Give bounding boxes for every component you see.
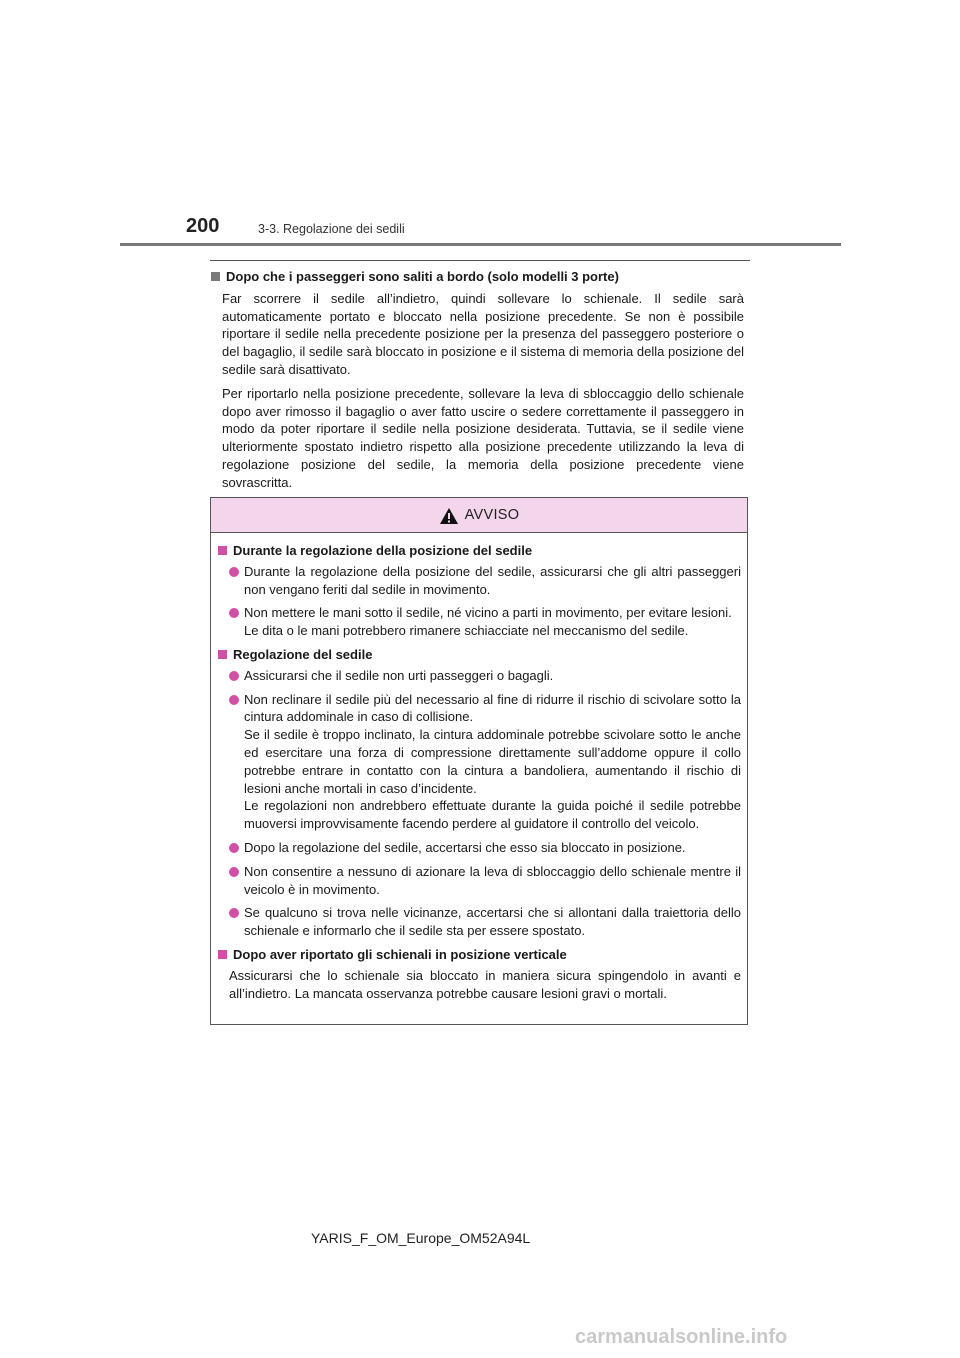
warning-header	[211, 498, 747, 533]
circle-bullet-icon	[229, 867, 239, 877]
square-bullet-icon	[218, 650, 227, 659]
square-bullet-icon	[218, 546, 227, 555]
warning-box	[210, 497, 748, 1025]
paragraph: Far scorrere il sedile all’indietro, quindi sollevare lo schienale. Il sedile sarà automaticamente portato e bloccato nella posizione precedente. Se non è possibile riportare il sedile nella precedente posizione per la presenza del passeggero posteriore o del bagaglio, il sedile sarà bloccato in posizione e il sistema di memoria della posizione del sedile sarà disattivato.	[222, 290, 744, 377]
warning-triangle-icon	[439, 507, 459, 525]
warning-bullet: Se qualcuno si trova nelle vicinanze, accertarsi che si allontani dalla traiettoria dello schienale e informarlo che il sedile sta per essere spostato.	[218, 904, 741, 940]
circle-bullet-icon	[229, 608, 239, 618]
square-bullet-icon	[218, 950, 227, 959]
warning-bullet: Non consentire a nessuno di azionare la leva di sbloccaggio dello schienale mentre il veicolo è in movimento.	[218, 863, 741, 899]
circle-bullet-icon	[229, 843, 239, 853]
square-bullet-icon	[211, 272, 220, 281]
paragraph: Per riportarlo nella posizione precedente, sollevare la leva di sbloccaggio dello schienale dopo aver rimosso il bagaglio o aver fatto uscire o sedere correttamente il passeggero in modo da poter riportare il sedile nella posizione desiderata. Tuttavia, se il sedile viene ulteriormente spostato indietro rispetto alla posizione precedente utilizzando la leva di regolazione posizione del sedile, la memoria della posizione precedente viene sovrascritta.	[222, 385, 744, 490]
warning-bullet: Durante la regolazione della posizione del sedile, assicurarsi che gli altri passeggeri non vengano feriti dal sedile in movimento.	[218, 563, 741, 599]
content-divider	[210, 260, 750, 261]
circle-bullet-icon	[229, 908, 239, 918]
section-heading: Dopo che i passeggeri sono saliti a bordo (solo modelli 3 porte)	[211, 268, 744, 286]
section-title: 3-3. Regolazione dei sedili	[258, 222, 405, 236]
warning-bullet: Non mettere le mani sotto il sedile, né vicino a parti in movimento, per evitare lesioni. Le dita o le mani potrebbero rimanere schiacciate nel meccanismo del sedile.	[218, 604, 741, 640]
warning-bullet: Assicurarsi che il sedile non urti passeggeri o bagagli.	[218, 667, 741, 685]
document-code: YARIS_F_OM_Europe_OM52A94L	[311, 1230, 531, 1246]
page-number: 200	[186, 215, 220, 237]
top-section	[211, 268, 744, 498]
warning-bullet: Dopo la regolazione del sedile, accertarsi che esso sia bloccato in posizione.	[218, 839, 741, 857]
circle-bullet-icon	[229, 671, 239, 681]
warning-body	[211, 533, 747, 1002]
warning-heading: Dopo aver riportato gli schienali in posizione verticale	[218, 946, 741, 964]
warning-heading: Durante la regolazione della posizione del sedile	[218, 542, 741, 560]
circle-bullet-icon	[229, 695, 239, 705]
warning-bullet: Non reclinare il sedile più del necessario al fine di ridurre il rischio di scivolare sotto la cintura addominale in caso di collisione. Se il sedile è troppo inclinato, la cintura addominale potrebbe scivolare sotto le anche ed esercitare una forza di compressione direttamente sull’addome oppure il collo potrebbe entrare in contatto con la cintura a bandoliera, aumentando il rischio di lesioni anche mortali in caso d’incidente. Le regolazioni non andrebbero effettuate durante la guida poiché il sedile potrebbe muoversi improvvisamente facendo perdere al guidatore il controllo del veicolo.	[218, 691, 741, 833]
warning-title: AVVISO	[464, 507, 520, 523]
header-divider	[120, 243, 841, 246]
watermark: carmanualsonline.info	[575, 1326, 788, 1348]
warning-heading: Regolazione del sedile	[218, 646, 741, 664]
warning-paragraph: Assicurarsi che lo schienale sia bloccato in maniera sicura spingendolo in avanti e all’indietro. La mancata osservanza potrebbe causare lesioni gravi o mortali.	[229, 967, 741, 1001]
circle-bullet-icon	[229, 567, 239, 577]
